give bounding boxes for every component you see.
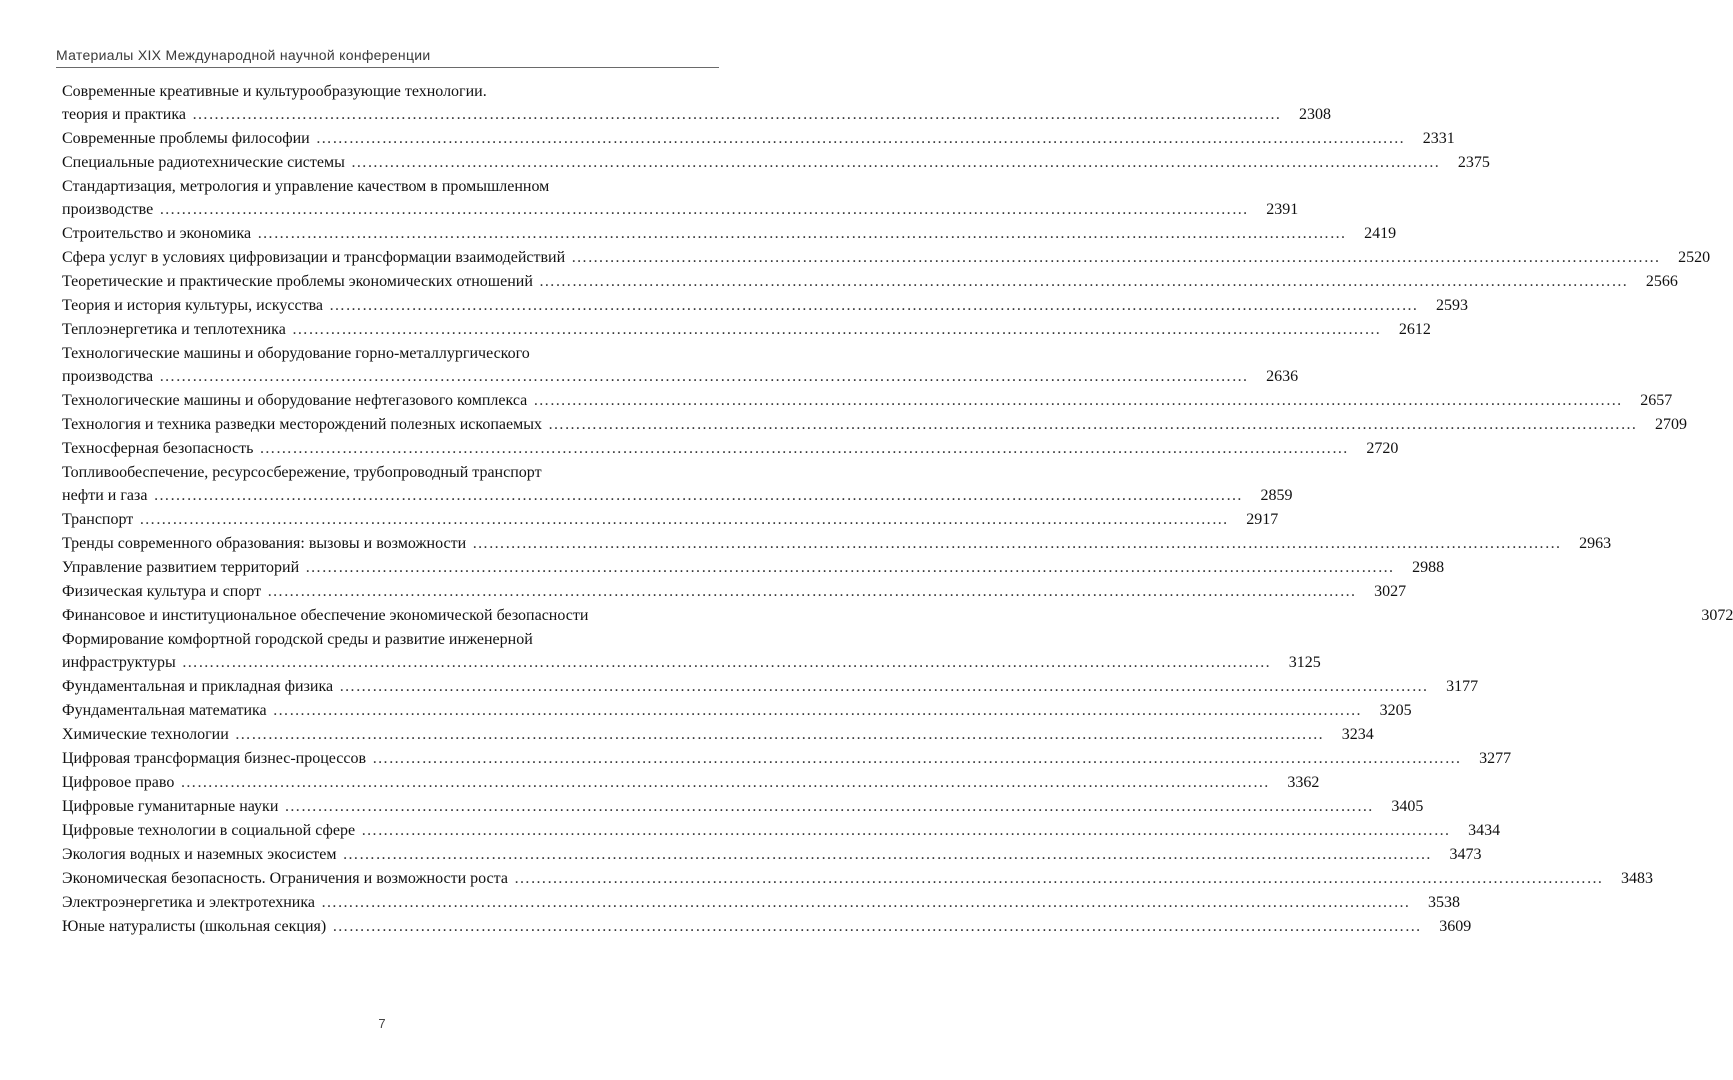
toc-entry — [62, 127, 1455, 151]
toc-entry-title-line: Технологические машины и оборудование горно-металлургического — [62, 345, 530, 362]
toc-entry-title: Финансовое и институциональное обеспечение экономической безопасности — [62, 607, 589, 624]
toc-entry-page-number: 2612 — [1398, 321, 1431, 338]
dot-leader — [267, 580, 1356, 604]
dot-leader — [316, 127, 1405, 151]
toc-entry-page-number: 3538 — [1427, 894, 1460, 911]
toc-entry-row — [62, 867, 1653, 891]
toc-entry-row — [62, 484, 1293, 508]
toc-entry-page-number: 3609 — [1439, 918, 1472, 935]
toc-entry-title-line: Современные креативные и культурообразующие технологии. — [62, 83, 487, 100]
dot-leader — [361, 819, 1450, 843]
toc-entry-title-line: Стандартизация, метрология и управление качеством в промышленном — [62, 178, 550, 195]
toc-entry-row — [62, 508, 1279, 532]
dot-leader — [159, 198, 1248, 222]
dot-leader — [139, 508, 1228, 532]
toc-entry-page-number: 3473 — [1449, 846, 1482, 863]
toc-entry — [62, 699, 1412, 723]
toc-entry-row — [62, 127, 1455, 151]
toc-entry-page-number: 3405 — [1391, 798, 1424, 815]
toc-entry — [62, 556, 1445, 580]
toc-entry-title: Транспорт — [62, 511, 134, 528]
toc-entry-title: инфраструктуры — [62, 654, 176, 671]
toc-entry-title: теория и практика — [62, 106, 186, 123]
toc-entry — [62, 389, 1673, 413]
toc-entry-title: Экономическая безопасность. Ограничения и возможности роста — [62, 870, 508, 887]
toc-entry — [62, 437, 1399, 461]
toc-entry-title: Цифровые гуманитарные науки — [62, 798, 279, 815]
toc-entry — [62, 628, 1321, 675]
toc-entry — [62, 508, 1279, 532]
toc-entry-page-number: 3362 — [1287, 774, 1320, 791]
dot-leader — [539, 270, 1628, 294]
toc-entry — [62, 80, 1331, 127]
toc-entry — [62, 222, 1397, 246]
toc-entry-title: производстве — [62, 201, 154, 218]
dot-leader — [159, 365, 1248, 389]
toc-entry-row — [62, 723, 1374, 747]
toc-entry-row — [62, 771, 1320, 795]
toc-entry-row — [62, 318, 1431, 342]
toc-entry-title: Физическая культура и спорт — [62, 583, 262, 600]
toc-entry-row — [62, 795, 1424, 819]
toc-entry — [62, 294, 1469, 318]
toc-entry-page-number: 2375 — [1457, 154, 1490, 171]
toc-entry-title-line: Формирование комфортной городской среды и развитие инженерной — [62, 631, 533, 648]
toc-entry-row — [62, 389, 1673, 413]
toc-entry-title: Теоретические и практические проблемы экономических отношений — [62, 273, 533, 290]
toc-entry-page-number: 2593 — [1436, 297, 1469, 314]
toc-entry-title: Химические технологии — [62, 726, 229, 743]
toc-entry-row — [62, 580, 1407, 604]
toc-entry — [62, 246, 1711, 270]
toc-entry-title: Специальные радиотехнические системы — [62, 154, 345, 171]
toc-entry-page-number: 2308 — [1299, 106, 1331, 123]
toc-entry — [62, 604, 1733, 628]
toc-entry — [62, 771, 1320, 795]
toc-entry-row — [62, 294, 1469, 318]
dot-leader — [259, 437, 1348, 461]
toc-entry — [62, 580, 1407, 604]
dot-leader — [257, 222, 1346, 246]
toc-entry — [62, 270, 1678, 294]
toc-entry — [62, 915, 1472, 939]
toc-entry-row — [62, 365, 1299, 389]
toc-entry-row — [62, 843, 1482, 867]
toc-entry-page-number: 2636 — [1266, 368, 1299, 385]
toc-entry-page-number: 2657 — [1640, 392, 1673, 409]
toc-entry-page-number: 2391 — [1266, 201, 1299, 218]
toc-entry — [62, 867, 1653, 891]
toc-entry-row — [62, 532, 1612, 556]
toc-entry-row — [62, 747, 1512, 771]
toc-entry — [62, 175, 1299, 222]
toc-entry-row — [62, 270, 1678, 294]
toc-entry-title: Экология водных и наземных экосистем — [62, 846, 337, 863]
toc-entry-title: Техносферная безопасность — [62, 440, 254, 457]
toc-entry-title: Технологические машины и оборудование нефтегазового комплекса — [62, 392, 528, 409]
toc-entry-row — [62, 198, 1299, 222]
toc-entry-page-number: 2917 — [1246, 511, 1279, 528]
toc-entry — [62, 342, 1299, 389]
dot-leader — [571, 246, 1660, 270]
toc-entry-title: производства — [62, 368, 154, 385]
toc-entry-page-number: 2520 — [1678, 249, 1711, 266]
toc-entry-page-number: 2720 — [1366, 440, 1399, 457]
toc-entry-page-number: 2331 — [1422, 130, 1455, 147]
toc-entry-row — [62, 103, 1331, 127]
toc-entry — [62, 723, 1374, 747]
toc-entry-title: Фундаментальная математика — [62, 702, 267, 719]
toc-entry-page-number: 2859 — [1260, 487, 1293, 504]
toc-entry-row — [62, 437, 1399, 461]
toc-entry — [62, 532, 1612, 556]
toc-entry-row — [62, 222, 1397, 246]
toc-entry-title: нефти и газа — [62, 487, 148, 504]
dot-leader — [372, 747, 1461, 771]
toc-entry-title: Цифровые технологии в социальной сфере — [62, 822, 356, 839]
toc-entry-page-number: 3277 — [1479, 750, 1512, 767]
toc-entry-title: Строительство и экономика — [62, 225, 252, 242]
toc-entry — [62, 747, 1512, 771]
toc-entry-title: Современные проблемы философии — [62, 130, 310, 147]
toc-entry-page-number: 2419 — [1364, 225, 1397, 242]
toc-entry-row — [62, 891, 1460, 915]
toc-entry-row — [62, 413, 1687, 437]
toc-entry-title: Цифровая трансформация бизнес-процессов — [62, 750, 367, 767]
toc-entry-row — [62, 246, 1711, 270]
toc-entry-page-number: 2566 — [1645, 273, 1678, 290]
toc-entry-page-number: 3072 — [1701, 607, 1733, 624]
toc-entry-title: Технология и техника разведки месторождений полезных ископаемых — [62, 416, 542, 433]
dot-leader — [343, 843, 1432, 867]
dot-leader — [305, 556, 1394, 580]
dot-leader — [235, 723, 1324, 747]
toc-entry — [62, 843, 1482, 867]
dot-leader — [351, 151, 1440, 175]
toc-entry — [62, 413, 1687, 437]
toc-entry — [62, 318, 1431, 342]
toc-entry-page-number: 3027 — [1374, 583, 1407, 600]
toc-entry-title: Юные натуралисты (школьная секция) — [62, 918, 327, 935]
dot-leader — [182, 651, 1271, 675]
toc-entry — [62, 675, 1479, 699]
dot-leader — [192, 103, 1281, 127]
dot-leader — [292, 318, 1381, 342]
dot-leader — [273, 699, 1362, 723]
running-header: Материалы XIX Международной научной конференции — [56, 45, 719, 68]
dot-leader — [548, 413, 1637, 437]
toc-entry-page-number: 2988 — [1412, 559, 1445, 576]
dot-leader — [332, 915, 1421, 939]
toc-entry — [62, 891, 1460, 915]
toc-entry-title: Сфера услуг в условиях цифровизации и трансформации взаимодействий — [62, 249, 566, 266]
toc-entry — [62, 819, 1501, 843]
toc-entry-row — [62, 819, 1501, 843]
toc-entry-title: Теплоэнергетика и теплотехника — [62, 321, 286, 338]
toc-entry-page-number: 3434 — [1468, 822, 1501, 839]
dot-leader — [472, 532, 1561, 556]
toc-entry-page-number: 3125 — [1288, 654, 1321, 671]
dot-leader — [284, 795, 1373, 819]
toc-entry-title: Тренды современного образования: вызовы и возможности — [62, 535, 467, 552]
dot-leader — [339, 675, 1428, 699]
toc-entry-title: Цифровое право — [62, 774, 175, 791]
toc-entry-title-line: Топливообеспечение, ресурсосбережение, трубопроводный транспорт — [62, 464, 542, 481]
toc-entry-page-number: 3234 — [1341, 726, 1374, 743]
toc-entry — [62, 461, 1293, 508]
toc-entry-row — [62, 151, 1490, 175]
toc-entry-title: Теория и история культуры, искусства — [62, 297, 324, 314]
toc-entry-page-number: 2709 — [1654, 416, 1687, 433]
toc-entry-row — [62, 915, 1472, 939]
page-number: 7 — [378, 1016, 386, 1031]
dot-leader — [533, 389, 1622, 413]
dot-leader — [180, 771, 1269, 795]
toc-entry-row — [62, 604, 1733, 628]
toc-entry-row — [62, 675, 1479, 699]
toc-entry — [62, 151, 1490, 175]
dot-leader — [153, 484, 1242, 508]
toc-entry-page-number: 3483 — [1620, 870, 1653, 887]
table-of-contents — [62, 80, 1733, 939]
toc-entry-page-number: 3177 — [1446, 678, 1479, 695]
toc-entry — [62, 795, 1424, 819]
toc-entry-page-number: 2963 — [1579, 535, 1612, 552]
toc-entry-title: Электроэнергетика и электротехника — [62, 894, 315, 911]
toc-entry-row — [62, 651, 1321, 675]
toc-entry-title: Фундаментальная и прикладная физика — [62, 678, 334, 695]
dot-leader — [321, 891, 1410, 915]
dot-leader — [329, 294, 1418, 318]
toc-entry-page-number: 3205 — [1379, 702, 1412, 719]
toc-entry-row — [62, 699, 1412, 723]
toc-entry-title: Управление развитием территорий — [62, 559, 300, 576]
dot-leader — [514, 867, 1603, 891]
toc-entry-row — [62, 556, 1445, 580]
